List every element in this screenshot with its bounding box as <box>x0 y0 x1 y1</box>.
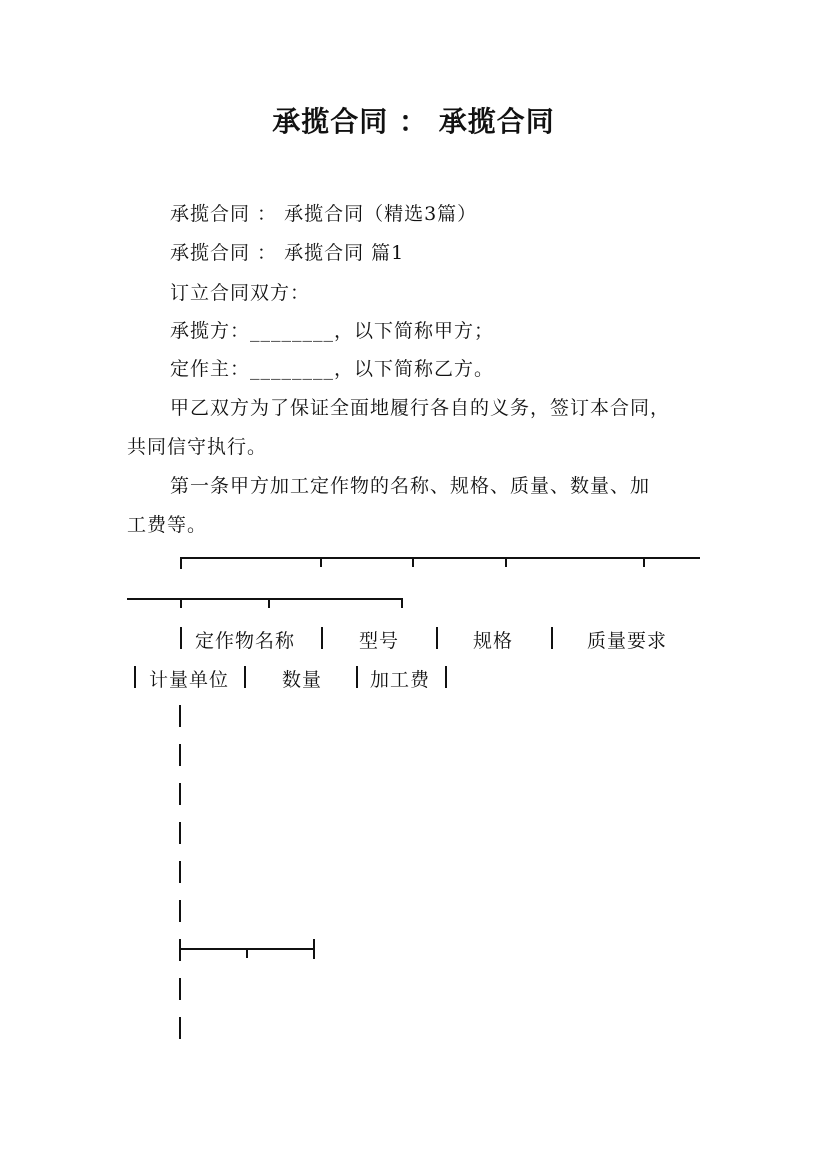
table-left-border <box>179 861 181 883</box>
header-quantity: 数量 <box>282 669 323 691</box>
table-column-tick <box>505 557 507 567</box>
table-left-border <box>179 783 181 805</box>
table-corner-mark <box>180 557 182 569</box>
table-column-tick <box>313 939 315 959</box>
table-column-tick <box>246 948 248 958</box>
table-left-border <box>179 822 181 844</box>
agreement-paragraph-line-2: 共同信守执行。 <box>127 436 268 458</box>
subtitle-line: 承揽合同 ： 承揽合同（精选3篇） <box>170 203 478 225</box>
article-one-line-2: 工费等。 <box>127 514 208 536</box>
table-column-separator <box>180 627 182 649</box>
agreement-paragraph-line-1: 甲乙双方为了保证全面地履行各自的义务，签订本合同， <box>170 397 671 419</box>
table-left-border <box>179 744 181 766</box>
header-product-name: 定作物名称 <box>195 630 296 652</box>
table-top-border <box>180 557 700 559</box>
article-one-line-1: 第一条甲方加工定作物的名称、规格、质量、数量、加 <box>170 475 651 497</box>
table-column-separator <box>436 627 438 649</box>
header-specification: 规格 <box>473 630 514 652</box>
table-left-border <box>179 939 181 961</box>
table-column-separator <box>551 627 553 649</box>
table-left-border <box>179 978 181 1000</box>
table-column-separator <box>356 666 358 688</box>
table-column-separator <box>321 627 323 649</box>
table-column-separator <box>244 666 246 688</box>
table-left-border <box>179 1017 181 1039</box>
header-model: 型号 <box>359 630 400 652</box>
table-column-tick <box>180 598 182 608</box>
party-a-line: 承揽方：________，以下简称甲方； <box>170 320 495 342</box>
table-column-tick <box>643 557 645 567</box>
table-column-tick <box>412 557 414 567</box>
header-quality: 质量要求 <box>587 630 668 652</box>
parties-heading: 订立合同双方： <box>170 282 311 304</box>
header-processing-fee: 加工费 <box>370 669 431 691</box>
table-left-border <box>179 705 181 727</box>
table-column-tick <box>320 557 322 567</box>
party-b-line: 定作主：________，以下简称乙方。 <box>170 358 495 380</box>
table-column-separator <box>134 666 136 688</box>
section-heading: 承揽合同 ： 承揽合同 篇1 <box>170 242 405 264</box>
table-column-tick <box>401 598 403 608</box>
table-column-separator <box>445 666 447 688</box>
header-unit: 计量单位 <box>149 669 230 691</box>
table-top-border-continued <box>127 598 402 600</box>
table-column-tick <box>268 598 270 608</box>
document-title: 承揽合同 ： 承揽合同 <box>272 105 555 138</box>
table-left-border <box>179 900 181 922</box>
